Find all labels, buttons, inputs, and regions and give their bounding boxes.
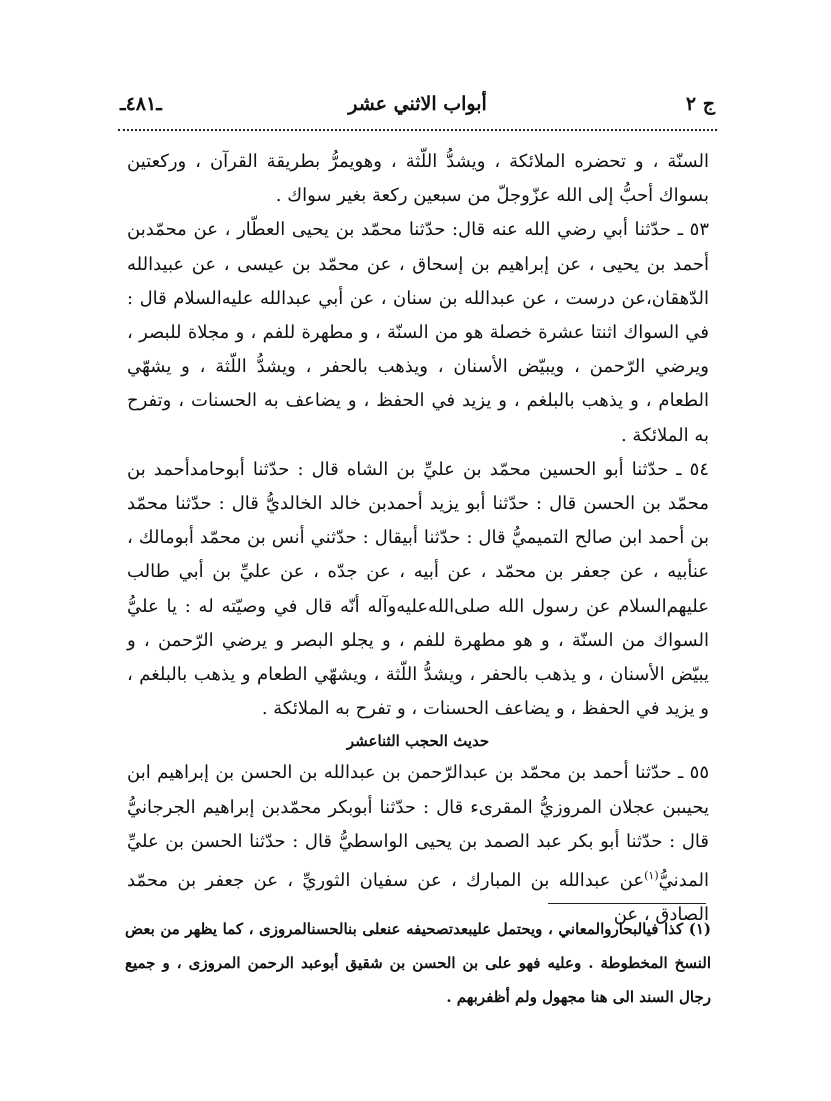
- hadith-55-text-cont: عن عبدالله بن المبارك ، عن سفيان الثوريِّ ، عن جعفر بن محمّد الصادق ، عن: [127, 870, 709, 926]
- footnote-1: (١) كذا فيالبحاروالمعاني ، ويحتمل عليبعدتصحيفه عنعلى بنالحسنالمروزى ، كما يظهر من بعض النسخ المخطوطة . وعليه فهو على بن الحسن بن شقيق أبوعبد الرحمن المروزى ، و جميع رجال السند الى هنا مجهول ولم أظفربهم .: [125, 920, 711, 1006]
- main-text: [127, 145, 709, 932]
- section-heading: حديث الحجب الثناعشر: [346, 732, 490, 751]
- page-number: ـ٤٨١ـ: [120, 93, 162, 115]
- footnotes: [125, 912, 711, 1014]
- hadith-54: ٥٤ ـ حدّثنا أبو الحسين محمّد بن عليِّ بن الشاه قال : حدّثنا أبوحامدأحمد بن محمّد بن الحسن قال : حدّثنا أبو يزيد أحمدبن خالد الخالديُّ قال : حدّثنا محمّد بن أحمد ابن صالح التميميُّ قال : حدّثنا أبيقال : حدّثني أنس بن محمّد أبومالك ، عنأبيه ، عن جعفر بن محمّد ، عن أبيه ، عن جدّه ، عن عليِّ بن أبي طالب عليهم‌السلام عن رسول الله صلى‌الله‌عليه‌وآله أنّه قال في وصيّته له : يا عليُّ السواك من السنّة ، و هو مطهرة للفم ، و يجلو البصر و يرضي الرّحمن ، و يبيّض الأسنان ، و يذهب بالحفر ، ويشدُّ اللّثة ، ويشهّي الطعام و يذهب بالبلغم ، و يزيد في الحفظ ، و يضاعف الحسنات ، و تفرح به الملائكة .: [127, 458, 709, 720]
- hadith-53: ٥٣ ـ حدّثنا أبي رضي الله عنه قال: حدّثنا محمّد بن يحيى العطّار ، عن محمّدبن أحمد بن يحيى ، عن إبراهيم بن إسحاق ، عن محمّد بن عيسى ، عن عبيدالله الدّهقان،عن درست ، عن عبدالله بن سنان ، عن أبي عبدالله عليه‌السلام قال : في السواك اثنتا عشرة خصلة هو من السنّة ، و مطهرة للفم ، و مجلاة للبصر ، ويرضي الرّحمن ، ويبيّض الأسنان ، ويذهب بالحفر ، ويشدُّ اللّثة ، و يشهّي الطعام ، و يذهب بالبلغم ، و يزيد في الحفظ ، و يضاعف به الحسنات ، وتفرح به الملائكة .: [127, 219, 709, 446]
- footnote-ref: (١): [644, 869, 659, 883]
- chapter-title: أبواب الاثني عشر: [348, 93, 487, 115]
- paragraph-continuation: السنّة ، و تحضره الملائكة ، ويشدُّ اللّثة ، وهويمرُّ بطريقة القرآن ، وركعتين بسواك أحبُّ إلى الله عزّوجلّ من سبعين ركعة بغير سواك .: [127, 151, 709, 207]
- volume-label: ج ٢: [685, 93, 715, 115]
- hadith-55: [127, 756, 709, 932]
- header-divider: [118, 129, 717, 131]
- footnote-divider: [548, 903, 706, 904]
- hadith-55-text: ٥٥ ـ حدّثنا أحمد بن محمّد بن عبدالرّحمن بن عبدالله بن الحسن بن إبراهيم ابن يحيىبن عجلان المروزيُّ المقرىء قال : حدّثنا أبوبكر محمّدبن إبراهيم الجرجانيُّ قال : حدّثنا أبو بكر عبد الصمد بن يحيى الواسطيُّ قال : حدّثنا الحسن بن عليِّ المدنيُّ: [127, 762, 709, 892]
